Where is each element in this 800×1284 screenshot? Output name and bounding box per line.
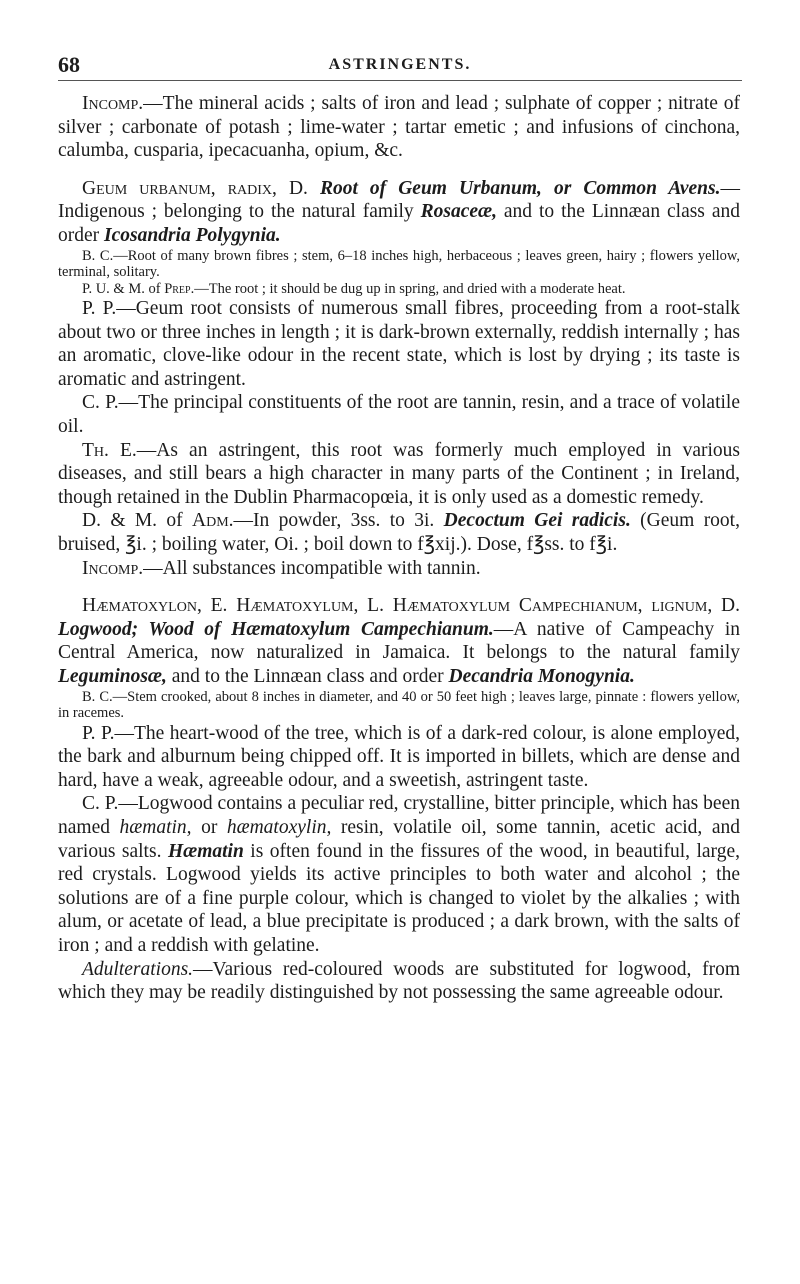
geum-dm-lead: D. & M. of: [82, 510, 193, 532]
geum-pu-prep: Prep.: [164, 280, 195, 297]
incomp-label: Incomp.: [82, 93, 144, 114]
haem-adult-lead: Adulterations.: [82, 958, 194, 980]
geum-pu-lead: P. U. & M. of: [82, 280, 165, 297]
haem-adulterations: [58, 958, 740, 1005]
haem-cp3: resin, volatile oil, some tannin, acetic acid, and various salts.: [58, 816, 740, 862]
geum-incompatibles: [58, 557, 740, 581]
haem-family: Leguminosæ,: [58, 665, 167, 687]
haem-title: Logwood; Wood of Hæmatoxylum Campechianum.: [58, 618, 494, 640]
geum-family: Rosaceæ,: [420, 201, 497, 223]
geum-dm-adm: Adm.: [192, 510, 234, 532]
header-rule: [58, 80, 742, 81]
geum-intro: —Indigenous ; belonging to the natural family: [58, 177, 740, 223]
page-body: [58, 92, 740, 1005]
page-number: 68: [58, 52, 80, 77]
geum-order: Icosandria Polygynia.: [104, 224, 281, 246]
haem-haematin2: Hæmatin: [167, 840, 244, 862]
geum-dm-text1: —In powder, 3ss. to 3i.: [233, 510, 444, 532]
geum-incomp-lead: Incomp.: [82, 557, 144, 579]
haem-heading-paragraph: [58, 594, 740, 688]
haem-heading: Hæmatoxylon, E. Hæmatoxylum, L. Hæmatoxylum Campechianum, lignum,: [82, 595, 713, 617]
geum-th-lead: Th.: [82, 439, 109, 461]
geum-incomp-text: —All substances incompatible with tannin.: [143, 557, 481, 579]
running-title: ASTRINGENTS.: [328, 56, 472, 73]
incompatibles-paragraph: [58, 92, 740, 163]
geum-botanical: B. C.—Root of many brown fibres ; stem, 6–18 inches high, herbaceous ; leaves green, hairy ; flowers yellow, terminal, solitary.: [58, 247, 740, 281]
haem-haematin: hæmatin,: [119, 816, 192, 838]
geum-heading-paragraph: [58, 177, 740, 248]
haem-cp2: or: [191, 816, 227, 838]
geum-decoction: Decoctum Gei radicis.: [443, 510, 631, 532]
haem-cp1: C. P.—Logwood contains a peculiar red, crystalline, bitter principle, which has been named: [58, 793, 740, 838]
geum-th-text: E.—As an astringent, this root was formerly much employed in various diseases, and still bears a high character in many parts of the Continent ; in Ireland, though retained in the Dublin Pharmacopœia, it is only used as a domestic remedy.: [58, 439, 740, 508]
haem-intro: —A native of Campeachy in Central America, now naturalized in Jamaica. It belongs to the natural family: [58, 618, 740, 664]
haem-adult-text: —Various red-coloured woods are substituted for logwood, from which they may be readily distinguished by not possessing the same agreeable odour.: [58, 958, 740, 1004]
geum-dose: [58, 509, 740, 556]
geum-heading: Geum urbanum, radix,: [82, 177, 277, 199]
geum-therapeutics: [58, 439, 740, 510]
geum-dm-text2: (Geum root, bruised, ℥i. ; boiling water, Oi. ; boil down to f℥xij.). Dose, f℥ss. to f℥i.: [58, 510, 740, 555]
geum-physical-properties: P. P.—Geum root consists of numerous small fibres, proceeding from a root-stalk about two or three inches in length ; it is dark-brown externally, reddish internally ; has an aromatic, clove-like odour in the recent state, which is lost by drying ; its taste is aromatic and astringent.: [58, 298, 740, 390]
haem-botanical: B. C.—Stem crooked, about 8 inches in diameter, and 40 or 50 feet high ; leaves large, pinnate : flowers yellow, in racemes.: [58, 688, 740, 722]
page-header: [58, 0, 742, 84]
geum-title: Root of Geum Urbanum, or Common Avens.: [319, 177, 721, 199]
haem-haematoxylin: hæmatoxylin,: [226, 816, 332, 838]
haem-physical-properties: P. P.—The heart-wood of the tree, which is of a dark-red colour, is alone employed, the bark and alburnum being chipped off. It is imported in billets, which are dense and hard, have a weak, agreeable odour, and a sweetish, astringent taste.: [58, 722, 740, 791]
haem-heading-d: D.: [712, 595, 740, 617]
haem-cp4: is often found in the fissures of the wood, in beautiful, large, red crystals. Logwood yields its active principles to both water and alcohol ; the solutions are of a fine purple colour, which is changed to violet by the alkalies ; with alum, or acetate of lead, a blue precipitate is produced ; a dark brown, with the salts of iron ; and a reddish with gelatine.: [58, 840, 740, 956]
haem-intro2: and to the Linnæan class and order: [166, 665, 449, 687]
incomp-text: —The mineral acids ; salts of iron and lead ; sulphate of copper ; nitrate of silver ; carbonate of potash ; lime-water ; tartar emetic ; and infusions of cinchona, calumba, cusparia, ipecacuanha, opium, &c.: [58, 93, 740, 162]
haem-chemical-properties: [58, 792, 740, 957]
geum-heading-d: D.: [276, 177, 320, 199]
geum-preparation: [58, 281, 740, 298]
geum-pu-text: —The root ; it should be dug up in spring, and dried with a moderate heat.: [194, 280, 626, 297]
haem-order: Decandria Monogynia.: [448, 665, 635, 687]
geum-intro2: and to the Linnæan class and order: [58, 201, 740, 246]
geum-chemical-properties: C. P.—The principal constituents of the root are tannin, resin, and a trace of volatile oil.: [58, 392, 740, 438]
